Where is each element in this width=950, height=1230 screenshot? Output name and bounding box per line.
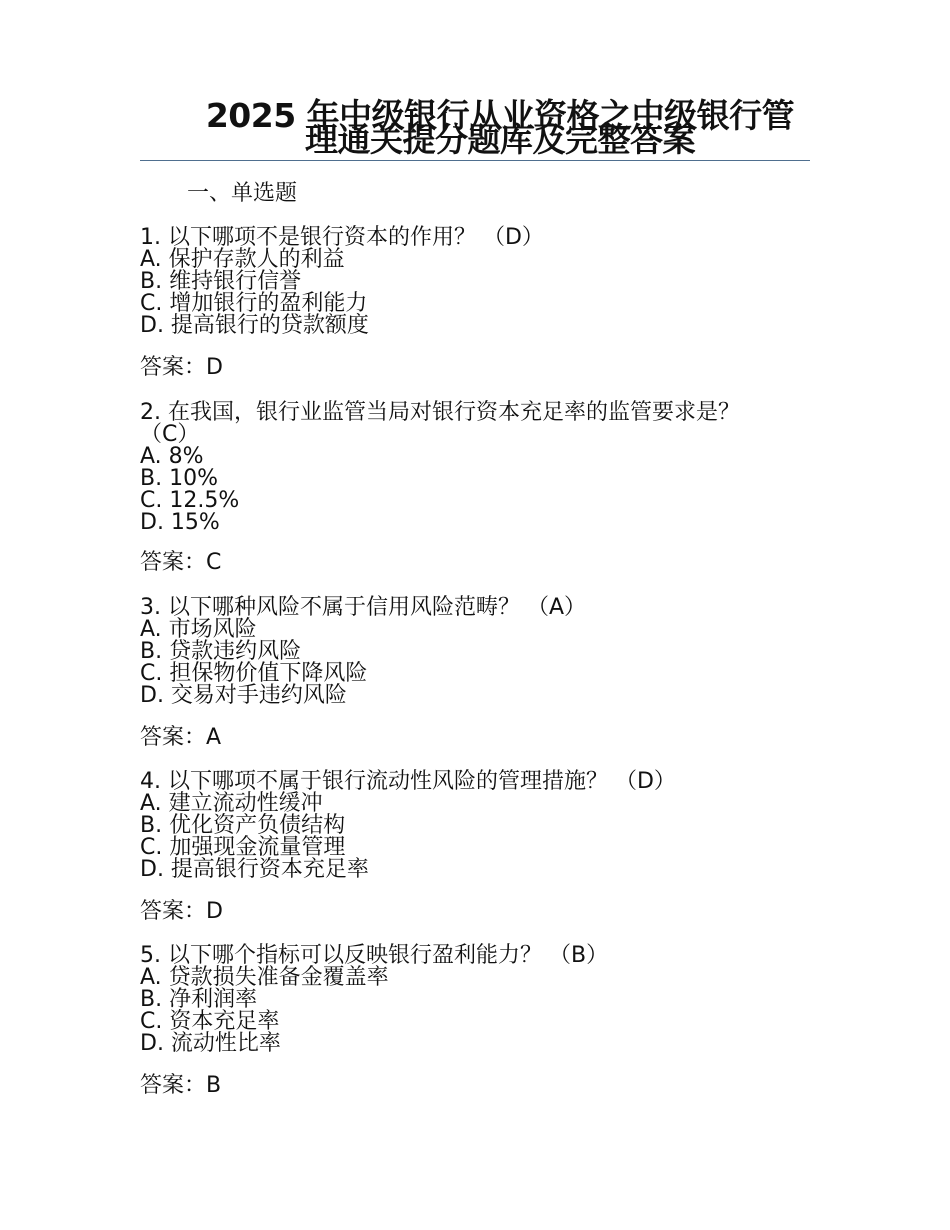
question-5 (140, 943, 780, 1098)
question-1 (140, 225, 780, 380)
title-divider (140, 160, 810, 161)
option-c: C. 12.5% (140, 488, 240, 513)
option-b: B. 贷款违约风险 (140, 639, 302, 664)
answer-line: 答案：C (140, 550, 222, 575)
question-stem: 4. 以下哪项不属于银行流动性风险的管理措施？ （D） (140, 769, 676, 794)
answer-line: 答案：A (140, 725, 222, 750)
option-c: C. 加强现金流量管理 (140, 835, 346, 860)
section-heading: 一、单选题 (187, 181, 298, 206)
option-a: A. 建立流动性缓冲 (140, 791, 323, 816)
option-b: B. 维持银行信誉 (140, 269, 302, 294)
question-stem: 3. 以下哪种风险不属于信用风险范畴？ （A） (140, 595, 587, 620)
option-b: B. 10% (140, 466, 218, 491)
option-d: D. 交易对手违约风险 (140, 683, 347, 708)
document-title: 2025 年中级银行从业资格之中级银行管理通关提分题库及完整答案 (205, 96, 795, 159)
answer-line: 答案：B (140, 1073, 222, 1098)
option-c: C. 增加银行的盈利能力 (140, 291, 368, 316)
answer-line: 答案：D (140, 899, 223, 924)
option-a: A. 保护存款人的利益 (140, 247, 345, 272)
option-a: A. 贷款损失准备金覆盖率 (140, 965, 389, 990)
question-stem: 1. 以下哪项不是银行资本的作用？ （D） (140, 225, 544, 250)
answer-line: 答案：D (140, 355, 223, 380)
option-d: D. 提高银行的贷款额度 (140, 313, 369, 338)
option-c: C. 担保物价值下降风险 (140, 661, 368, 686)
question-4 (140, 769, 780, 924)
question-2 (140, 400, 780, 575)
option-b: B. 净利润率 (140, 987, 258, 1012)
option-d: D. 15% (140, 510, 220, 535)
option-d: D. 提高银行资本充足率 (140, 857, 369, 882)
option-b: B. 优化资产负债结构 (140, 813, 346, 838)
question-stem: 5. 以下哪个指标可以反映银行盈利能力？ （B） (140, 943, 609, 968)
question-stem: 2. 在我国，银行业监管当局对银行资本充足率的监管要求是？ （C） (140, 400, 747, 447)
option-c: C. 资本充足率 (140, 1009, 280, 1034)
question-3 (140, 595, 780, 750)
option-a: A. 8% (140, 444, 204, 469)
option-a: A. 市场风险 (140, 617, 257, 642)
option-d: D. 流动性比率 (140, 1031, 281, 1056)
